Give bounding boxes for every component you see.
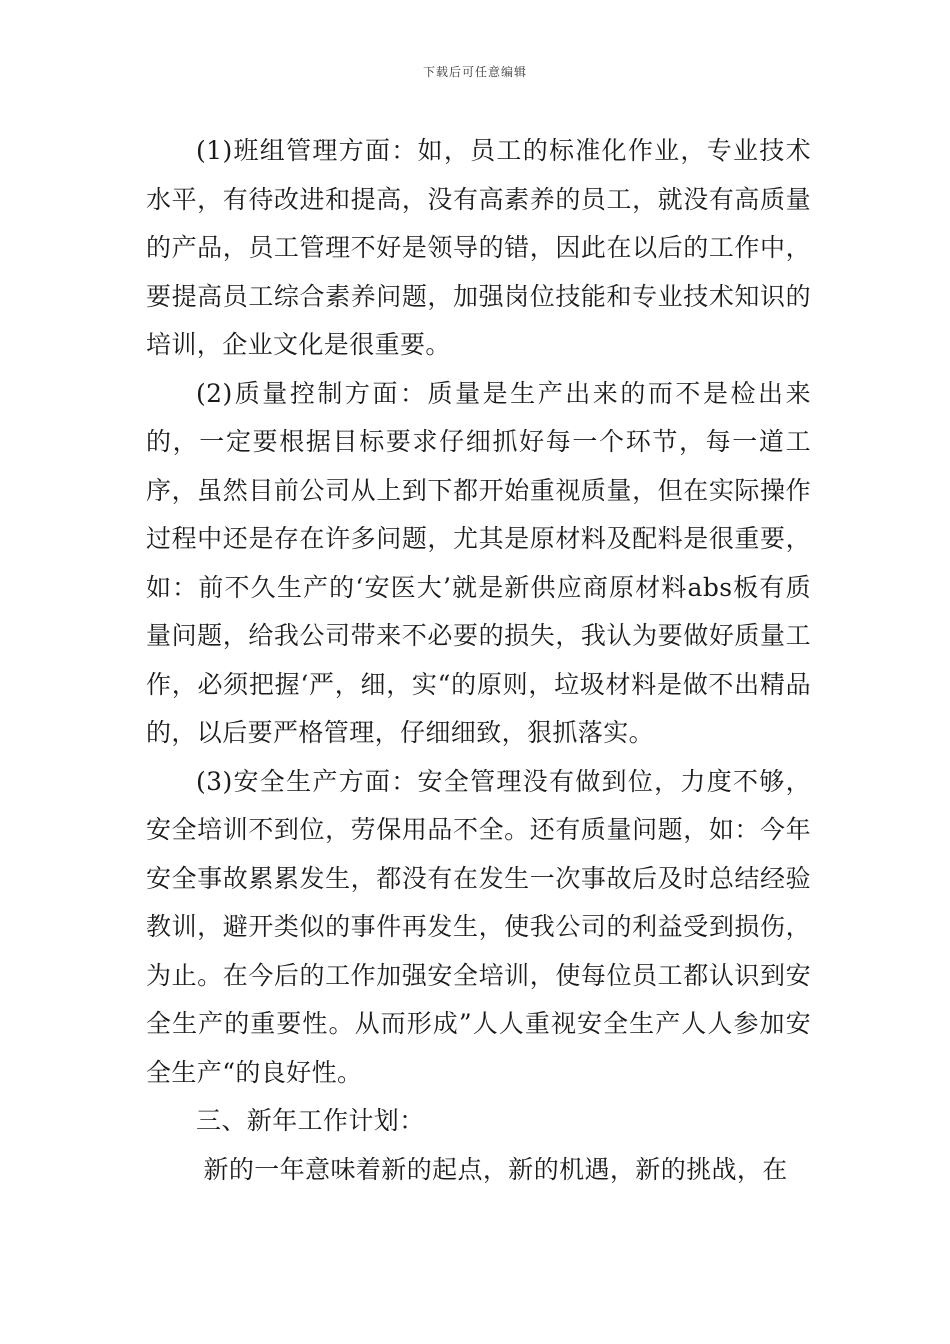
paragraph-new-year-intro: 新的一年意味着新的起点，新的机遇，新的挑战，在	[203, 1154, 788, 1184]
paragraph-team-management: (1)班组管理方面：如，员工的标准化作业，专业技术水平，有待改进和提高，没有高素养的员工，就没有高质量的产品，员工管理不好是领导的错，因此在以后的工作中，要提高员工综合素养问题，加强岗位技能和专业技术知识的培训，企业文化是很重要。	[146, 136, 811, 359]
document-body	[146, 127, 811, 1194]
section-heading-new-year-plan: 三、新年工作计划：	[196, 1106, 425, 1135]
page-header-note: 下载后可任意编辑	[422, 65, 527, 79]
paragraph-safety-production: (3)安全生产方面：安全管理没有做到位，力度不够，安全培训不到位，劳保用品不全。还有质量问题，如：今年安全事故累累发生，都没有在发生一次事故后及时总结经验教训，避开类似的事件再发生，使我公司的利益受到损伤，为止。在今后的工作加强安全培训，使每位员工都认识到安全生产的重要性。从而形成”人人重视安全生产人人参加安全生产“的良好性。	[146, 766, 811, 1087]
paragraph-quality-control: (2)质量控制方面：质量是生产出来的而不是检出来的，一定要根据目标要求仔细抓好每一个环节，每一道工序，虽然目前公司从上到下都开始重视质量，但在实际操作过程中还是存在许多问题，尤其是原材料及配料是很重要，如：前不久生产的‘安医大’就是新供应商原材料abs板有质量问题，给我公司带来不必要的损失，我认为要做好质量工作，必须把握‘严，细，实“的原则，垃圾材料是做不出精品的，以后要严格管理，仔细细致，狠抓落实。	[146, 378, 811, 747]
